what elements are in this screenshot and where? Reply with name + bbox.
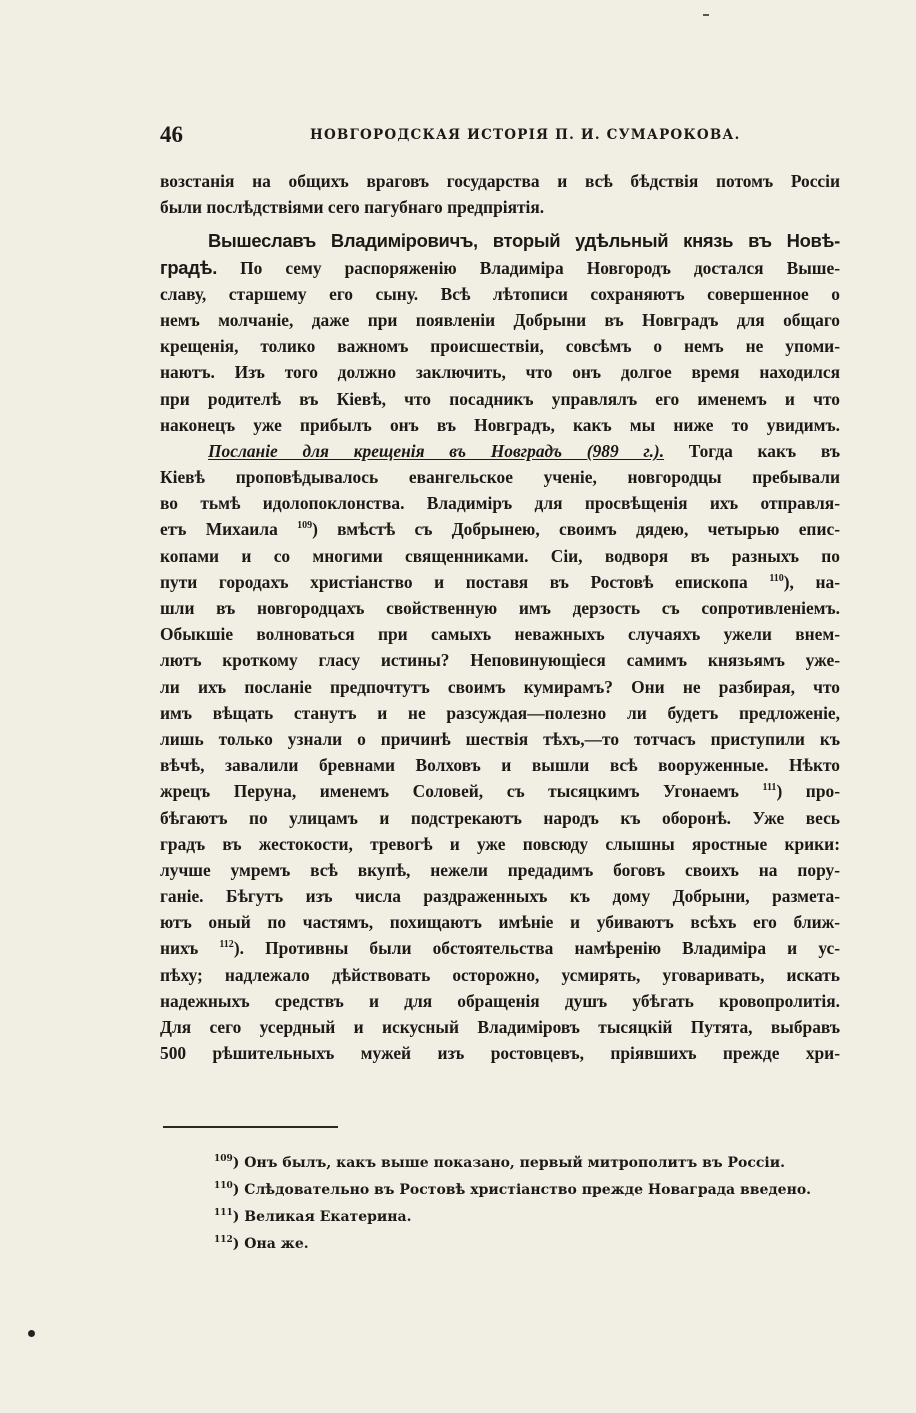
text-line: лютъ кроткому гласу истины? Неповинующіеся самимъ князьямъ уже- [160,650,840,671]
footnote-divider [163,1126,338,1128]
text-span: ), на- [783,571,840,592]
text-line [160,516,840,542]
text-span: По сему распоряженію Владиміра Новгородъ достался Выше- [240,257,840,278]
footnote [214,1177,854,1204]
text-span: ). Противны были обстоятельства намѣренію Владиміра и ус- [233,938,840,959]
text-span: Тогда какъ въ [688,440,840,461]
text-line: немъ молчаніе, даже при появленіи Добрыни въ Новградъ для общаго [160,309,840,330]
footnotes [214,1150,854,1258]
footnote-ref: 110 [769,572,784,584]
text-span: пути городахъ христіанство и поставя въ Ростовѣ епископа [160,571,748,592]
text-line: 500 рѣшительныхъ мужей изъ ростовцевъ, пріявшихъ прежде хри- [160,1043,840,1064]
footnote [214,1231,854,1258]
text-span: ) про- [776,781,840,802]
footnote-text: ) Она же. [232,1236,309,1252]
footnote-ref: 109 [297,520,313,532]
heading-text: Вышеславъ Владиміровичъ, вторый удѣльный князь въ Новѣ- [208,230,840,252]
text-line: надежныхъ средствъ и для обращенія душъ убѣгать кровопролитія. [160,990,840,1011]
text-line: лучше умремъ всѣ вкупѣ, нежели предадимъ боговъ своихъ на пору- [160,859,840,880]
footnote-number: 111 [214,1208,233,1218]
text-span: етъ Михаила [160,519,278,540]
running-head: НОВГОРОДСКАЯ ИСТОРІЯ П. И. СУМАРОКОВА. [310,127,741,143]
footnote-text: ) Онъ былъ, какъ выше показано, первый митрополитъ въ Россіи. [232,1155,785,1171]
text-line: Обыкшіе волноваться при самыхъ неважныхъ случаяхъ ужели внем- [160,624,840,645]
text-line: наютъ. Изъ того должно заключить, что онъ долгое время находился [160,362,840,383]
text-line: крещенія, толико важномъ происшествіи, совсѣмъ о немъ не упоми- [160,336,840,357]
margin-dot [28,1330,35,1337]
text-line [160,935,840,961]
text-line: славу, старшему его сыну. Всѣ лѣтописи сохраняютъ совершенное о [160,283,840,304]
heading-text: градѣ. [160,256,218,278]
text-line: имъ вѣщать станутъ и не разсуждая—полезно ли будетъ предложеніе, [160,702,840,723]
footnote-number: 110 [214,1181,233,1191]
text-line: лишь только узнали о причинѣ шествія тѣхъ,—то тотчасъ приступили къ [160,728,840,749]
text-span: ) вмѣстѣ съ Добрынею, своимъ дядею, четырью епис- [312,519,840,540]
footnote-text: ) Великая Екатерина. [232,1209,412,1225]
page-number: 46 [160,122,183,147]
text-line: бѣгаютъ по улицамъ и подстрекаютъ народъ къ оборонѣ. Уже весь [160,807,840,828]
text-line: пѣху; надлежало дѣйствовать осторожно, усмирять, уговаривать, искать [160,964,840,985]
text-line: копами и со многими священниками. Сіи, водворя въ разныхъ по [160,545,840,566]
footnote-ref: 111 [762,782,777,794]
text-line: вѣчѣ, завалили бревнами Волховъ и вышли всѣ вооруженные. Нѣкто [160,755,840,776]
text-span: нихъ [160,938,199,959]
print-mark [703,14,709,16]
text-line: ли ихъ посланіе предпочтутъ своимъ кумирамъ? Они не разбирая, что [160,676,840,697]
footnote-number: 112 [214,1235,233,1245]
footnote [214,1150,854,1177]
footnote-ref: 112 [219,939,234,951]
text-line [160,778,840,804]
text-line [160,438,840,464]
text-line: возстанія на общихъ враговъ государства и всѣ бѣдствія потомъ Россіи [160,171,840,191]
main-text [160,168,840,1066]
text-line [160,569,840,595]
text-line: при родителѣ въ Кіевѣ, что посадникъ управлялъ его именемъ и что [160,388,840,409]
text-line: были послѣдствіями сего пагубнаго предпріятія. [160,197,545,218]
text-line: Кіевѣ проповѣдывалось евангельское ученіе, новгородцы пребывали [160,467,840,488]
footnote-text: ) Слѣдовательно въ Ростовѣ христіанство прежде Новаграда введено. [232,1182,812,1198]
text-line: ютъ оный по частямъ, похищаютъ имѣніе и убиваютъ всѣхъ его ближ- [160,912,840,933]
text-line: градъ въ жестокости, тревогѣ и уже повсюду слышны яростные крики: [160,833,840,854]
page-header [160,122,840,148]
footnote [214,1204,854,1231]
section-heading [160,228,840,254]
text-span: жрецъ Перуна, именемъ Соловей, съ тысяцкимъ Угонаемъ [160,781,739,802]
text-line: Для сего усердный и искусный Владиміровъ тысяцкій Путята, выбравъ [160,1017,840,1037]
text-line: наконецъ уже прибылъ онъ въ Новградъ, какъ мы ниже то увидимъ. [160,414,840,435]
footnote-number: 109 [214,1154,233,1164]
text-line: ганіе. Бѣгутъ изъ числа раздраженныхъ къ дому Добрыни, размета- [160,886,840,907]
italic-heading: Посланіе для крещенія въ Новградъ (989 г.). [208,440,665,461]
text-line: шли въ новгородцахъ свойственную имъ дерзость съ сопротивленіемъ. [160,598,840,618]
text-line [160,255,840,281]
text-line: во тьмѣ идолопоклонства. Владиміръ для просвѣщенія ихъ отправля- [160,493,840,514]
